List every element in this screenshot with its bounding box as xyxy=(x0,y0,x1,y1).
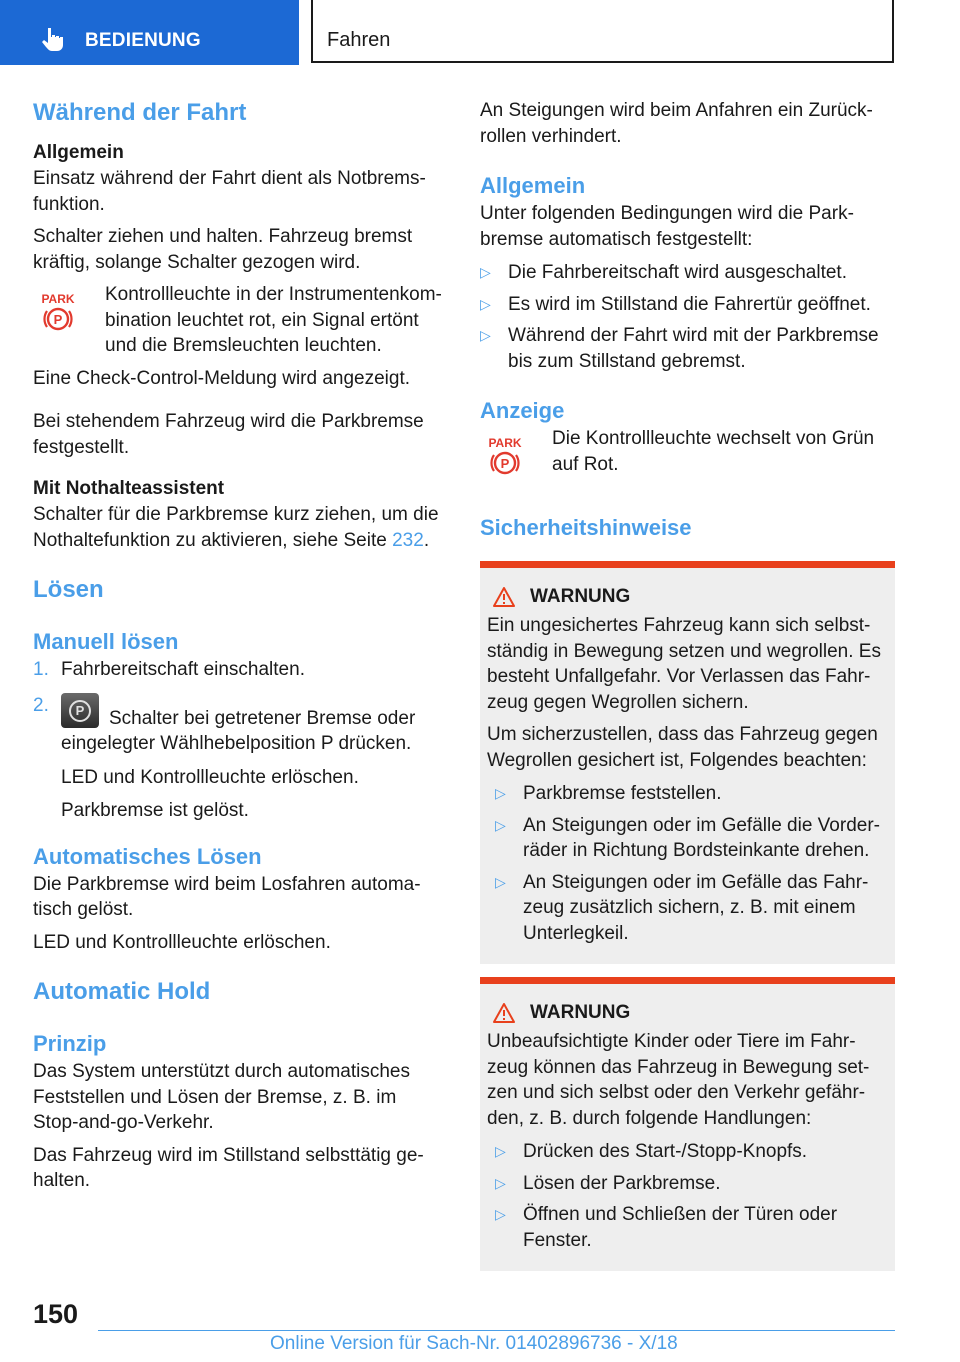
list-item: ▷ Während der Fahrt wird mit der Parkbremse bis zum Stillstand gebremst. xyxy=(480,325,879,372)
paragraph: LED und Kontrollleuchte erlöschen. xyxy=(33,931,331,953)
paragraph: Bei stehendem Fahrzeug wird die Parkbremse festgestellt. xyxy=(33,411,424,458)
paragraph: Schalter für die Parkbremse kurz ziehen, um die Nothaltefunktion zu aktivieren, siehe Seite 232. xyxy=(33,504,439,551)
conditions-list xyxy=(480,260,895,374)
triangle-bullet-icon: ▷ xyxy=(495,785,506,801)
heading-manuell-loesen: Manuell lösen xyxy=(33,629,179,654)
triangle-bullet-icon: ▷ xyxy=(495,1143,506,1159)
park-indicator-row xyxy=(33,282,445,359)
footer-version-text: Online Version für Sach-Nr. 01402896736 - X/18 xyxy=(270,1333,678,1354)
warning-text: Unbeaufsichtigte Kinder oder Tiere im Fahr-zeug können das Fahrzeug in Bewegung set-zen und sich selbst oder den Verkehr gefähr-den, z. B. durch folgende Handlungen: xyxy=(487,1031,870,1129)
left-column xyxy=(33,98,445,1194)
triangle-bullet-icon: ▷ xyxy=(495,816,506,833)
section-label: BEDIENUNG xyxy=(85,30,201,51)
warning-list xyxy=(487,781,887,946)
park-brake-icon xyxy=(480,426,552,481)
paragraph: Unter folgenden Bedingungen wird die Park-bremse automatisch festgestellt: xyxy=(480,203,854,250)
warning-text: Um sicherzustellen, dass das Fahrzeug gegen Wegrollen gesichert ist, Folgendes beachten: xyxy=(487,724,878,771)
heading-anzeige: Anzeige xyxy=(480,398,565,423)
paragraph: Das Fahrzeug wird im Stillstand selbsttätig ge-halten. xyxy=(33,1144,424,1191)
heading-loesen: Lösen xyxy=(33,576,104,603)
anzeige-text: Die Kontrollleuchte wechselt von Grün auf Rot. xyxy=(552,428,875,475)
warning-box xyxy=(480,977,895,1271)
triangle-bullet-icon: ▷ xyxy=(495,1206,506,1222)
parking-button-icon: P xyxy=(61,693,99,728)
warning-triangle-icon xyxy=(492,1002,516,1024)
list-item: ▷ Öffnen und Schließen der Türen oder Fenster. xyxy=(495,1204,838,1251)
section-tab xyxy=(0,0,299,65)
warning-header: WARNUNG xyxy=(487,1002,887,1024)
triangle-bullet-icon: ▷ xyxy=(495,1174,506,1191)
list-item: ▷ Es wird im Stillstand die Fahrertür geöffnet. xyxy=(480,292,895,318)
paragraph: Einsatz während der Fahrt dient als Notbrems-funktion. xyxy=(33,168,426,215)
list-item: ▷ Lösen der Parkbremse. xyxy=(495,1171,887,1197)
list-item: ▷ Die Fahrbereitschaft wird ausgeschaltet. xyxy=(480,260,895,286)
park-brake-icon xyxy=(33,282,105,337)
warning-text: Ein ungesichertes Fahrzeug kann sich selbst-ständig in Bewegung setzen und wegrollen. Es besteht Unfallgefahr. Vor Verlassen das Fahr-zeug gegen Wegrollen sichern. xyxy=(487,615,881,713)
triangle-bullet-icon: ▷ xyxy=(480,295,491,312)
triangle-bullet-icon: ▷ xyxy=(495,873,506,890)
chapter-label: Fahren xyxy=(327,29,391,51)
list-item: 2. P Schalter bei getretener Bremse oder eingelegter Wählhebelposition P drücken. LED und Kontrollleuchte erlöschen. Parkbremse ist gelöst. xyxy=(33,694,416,821)
list-item: ▷ Drücken des Start-/Stopp-Knopfs. xyxy=(495,1139,887,1165)
warning-triangle-icon xyxy=(492,586,516,608)
heading-prinzip: Prinzip xyxy=(33,1031,107,1056)
svg-text:PARK: PARK xyxy=(488,436,522,450)
list-item: ▷ Parkbremse feststellen. xyxy=(495,781,887,807)
paragraph: Die Parkbremse wird beim Losfahren automa-tisch gelöst. xyxy=(33,873,421,920)
paragraph: Das System unterstützt durch automatisches Feststellen und Lösen der Bremse, z. B. im Stop-and-go-Verkehr. xyxy=(33,1061,410,1133)
triangle-bullet-icon: ▷ xyxy=(480,264,491,280)
heading-allgemein: Allgemein xyxy=(480,173,586,198)
chapter-tab xyxy=(311,0,894,63)
paragraph: An Steigungen wird beim Anfahren ein Zurück-rollen verhindert. xyxy=(480,100,873,147)
svg-text:P: P xyxy=(500,456,510,471)
heading-automatisches-loesen: Automatisches Lösen xyxy=(33,843,262,869)
subheading-allgemein: Allgemein xyxy=(33,142,124,163)
heading-waehrend-fahrt: Während der Fahrt xyxy=(33,99,247,126)
page-number: 150 xyxy=(33,1299,79,1329)
hand-pointer-icon xyxy=(40,26,66,52)
svg-text:PARK: PARK xyxy=(41,292,75,306)
paragraph: Schalter ziehen und halten. Fahrzeug bremst kräftig, solange Schalter gezogen wird. xyxy=(33,226,413,273)
list-item: 1. Fahrbereitschaft einschalten. xyxy=(33,659,305,680)
list-item: ▷ An Steigungen oder im Gefälle die Vorder-räder in Richtung Bordsteinkante drehen. xyxy=(495,814,880,861)
page-link[interactable]: 232 xyxy=(392,529,424,551)
right-column xyxy=(480,98,895,1271)
warning-box xyxy=(480,561,895,964)
heading-automatic-hold: Automatic Hold xyxy=(33,978,211,1005)
footer-divider xyxy=(98,1330,895,1331)
list-item: ▷ An Steigungen oder im Gefälle das Fahr-zeug zusätzlich sichern, z. B. mit einem Unterlegkeil. xyxy=(495,871,869,944)
svg-text:P: P xyxy=(53,312,63,327)
steps-list xyxy=(33,657,445,824)
triangle-bullet-icon: ▷ xyxy=(480,327,491,343)
subheading-nothalte: Mit Nothalteassistent xyxy=(33,478,225,499)
warning-header: WARNUNG xyxy=(487,586,887,608)
park-indicator-text: Kontrollleuchte in der Instrumentenkom-bination leuchtet rot, ein Signal ertönt und die Bremsleuchten leuchten. xyxy=(105,284,442,356)
park-indicator-row xyxy=(480,426,895,481)
heading-sicherheitshinweise: Sicherheitshinweise xyxy=(480,515,692,540)
warning-list xyxy=(487,1139,887,1253)
paragraph: Eine Check-Control-Meldung wird angezeigt. xyxy=(33,367,411,389)
